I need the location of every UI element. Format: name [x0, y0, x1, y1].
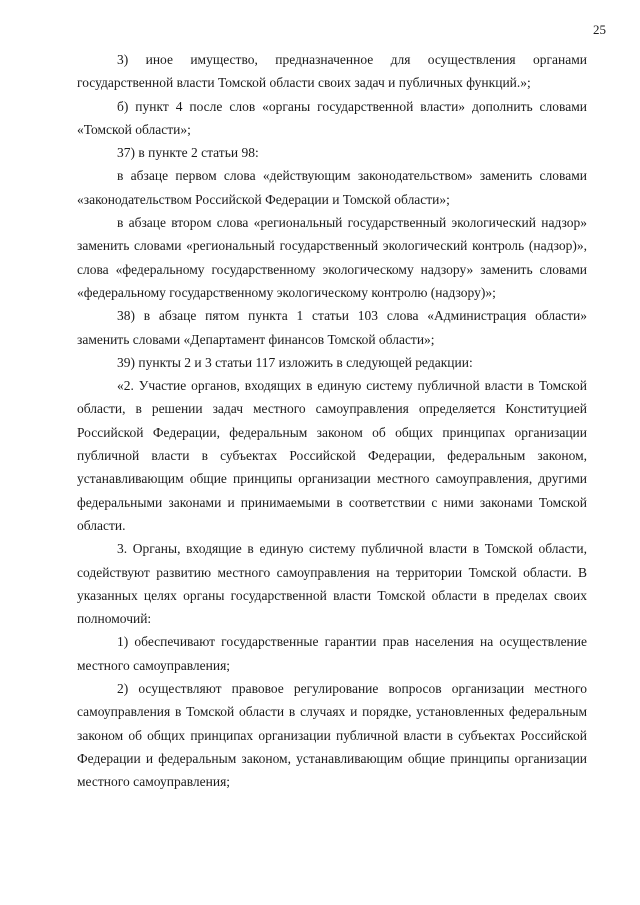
page-number: 25 [593, 22, 606, 37]
paragraph-clause-2: «2. Участие органов, входящих в единую систему публичной власти в Томской области, в решении задач местного самоуправления определяется Конституцией Российской Федерации, федеральным законом об общих принципах организации публичной власти в субъектах Российской Федерации, федеральным законом, устанавливающим общие принципы организации местного самоуправления, другими федеральными законами и принимаемыми в соответствии с ними законами Томской области. [77, 378, 587, 533]
paragraph-subclause-1: 1) обеспечивают государственные гарантии прав населения на осуществление местного самоуправления; [77, 634, 587, 673]
paragraph-item-37: 37) в пункте 2 статьи 98: [117, 145, 259, 161]
paragraph-item-39: 39) пункты 2 и 3 статьи 117 изложить в следующей редакции: [117, 354, 473, 370]
paragraph-second-abzats: в абзаце втором слова «региональный государственный экологический надзор» заменить словами «региональный государственный экологический контроль (надзор)», слова «федеральному государственному экологическому надзору» заменить словами «федеральному государственному экологическому контролю (надзору)»; [77, 215, 587, 300]
paragraph-item-3-other-property: 3) иное имущество, предназначенное для осуществления органами государственной власти Томской области своих задач и публичных функций.»; [77, 52, 587, 91]
paragraph-clause-3: 3. Органы, входящие в единую систему публичной власти в Томской области, содействуют развитию местного самоуправления на территории Томской области. В указанных целях органы государственной власти Томской области в пределах своих полномочий: [77, 541, 587, 627]
paragraph-item-38: 38) в абзаце пятом пункта 1 статьи 103 слова «Администрация области» заменить словами «Департамент финансов Томской области»; [77, 308, 587, 347]
document-body [77, 48, 587, 794]
paragraph-subclause-2: 2) осуществляют правовое регулирование вопросов организации местного самоуправления в Томской области в случаях и порядке, установленных федеральным законом об общих принципах организации публичной власти в субъектах Российской Федерации и федеральным законом, устанавливающим общие принципы организации местного самоуправления; [77, 681, 587, 790]
paragraph-first-abzats: в абзаце первом слова «действующим законодательством» заменить словами «законодательством Российской Федерации и Томской области»; [77, 168, 587, 207]
paragraph-subitem-b: б) пункт 4 после слов «органы государственной власти» дополнить словами «Томской области»; [77, 98, 587, 137]
